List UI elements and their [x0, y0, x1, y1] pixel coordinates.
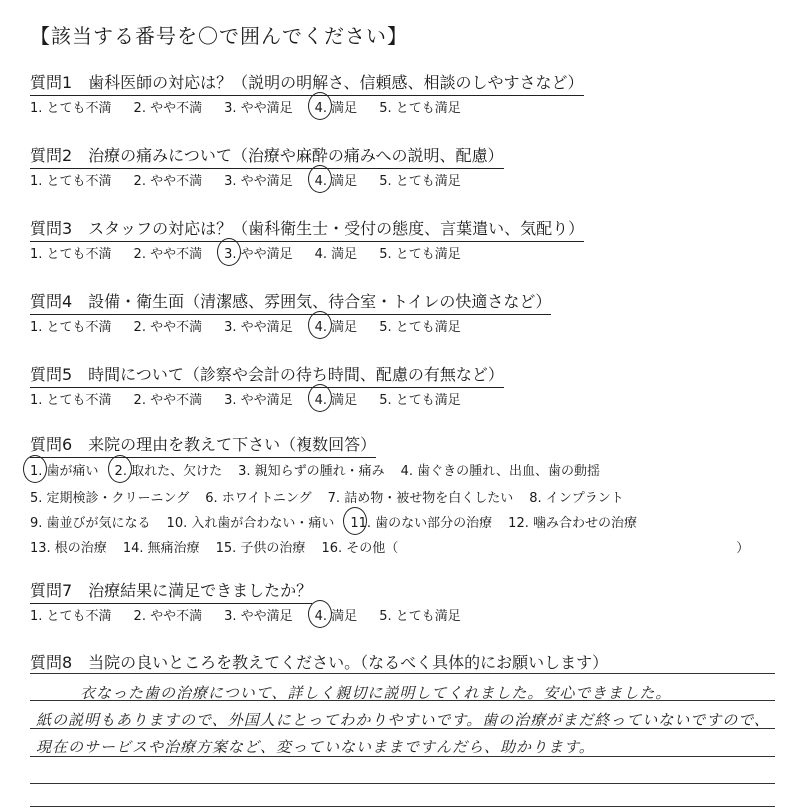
option-4[interactable]: 4. 満足	[314, 247, 358, 262]
q1-title: 質問1 歯科医師の対応は？（説明の明解さ、信頼感、相談のしやすさなど）	[30, 70, 584, 96]
q3-options	[30, 243, 483, 262]
q6-row	[30, 512, 653, 531]
q6-title: 質問6 来院の理由を教えて下さい（複数回答）	[30, 432, 376, 458]
q4-options	[30, 316, 483, 335]
option-2[interactable]: 2. やや不満	[133, 393, 203, 408]
handwritten-answer-line-3: 現在のサービスや治療方案など、変っていないままですんだら、助かります。	[36, 738, 595, 756]
option-2[interactable]: 2. やや不満	[133, 247, 203, 262]
option-1[interactable]: 1. とても不満	[30, 247, 112, 262]
reason-option-14[interactable]: 14. 無痛治療	[122, 541, 200, 556]
option-5[interactable]: 5. とても満足	[379, 174, 461, 189]
q6-row	[30, 537, 765, 556]
answer-line	[30, 783, 775, 784]
option-1[interactable]: 1. とても不満	[30, 174, 112, 189]
q2-title: 質問2 治療の痛みについて（治療や麻酔の痛みへの説明、配慮）	[30, 143, 504, 169]
q1-options	[30, 97, 483, 116]
option-1[interactable]: 1. とても不満	[30, 320, 112, 335]
reason-option-5[interactable]: 5. 定期検診・クリーニング	[30, 491, 190, 506]
reason-option-12[interactable]: 12. 噛み合わせの治療	[508, 516, 637, 531]
option-3-selected[interactable]: 3. やや満足	[224, 243, 293, 262]
q4-title: 質問4 設備・衛生面（清潔感、雰囲気、待合室・トイレの快適さなど）	[30, 289, 551, 315]
option-4-selected[interactable]: 4. 満足	[315, 605, 358, 624]
option-4-selected[interactable]: 4. 満足	[315, 316, 358, 335]
option-2[interactable]: 2. やや不満	[133, 174, 203, 189]
q6-row	[30, 487, 640, 506]
reason-option-13[interactable]: 13. 根の治療	[30, 541, 107, 556]
q3-title: 質問3 スタッフの対応は？（歯科衛生士・受付の態度、言葉遣い、気配り）	[30, 216, 584, 242]
option-1[interactable]: 1. とても不満	[30, 609, 112, 624]
handwritten-answer-line-1: 衣なった歯の治療について、詳しく親切に説明してくれました。安心できました。	[80, 684, 672, 702]
option-3[interactable]: 3. やや満足	[224, 609, 293, 624]
option-2[interactable]: 2. やや不満	[133, 609, 203, 624]
answer-line	[30, 673, 775, 674]
option-5[interactable]: 5. とても満足	[379, 609, 461, 624]
option-4-selected[interactable]: 4. 満足	[315, 170, 358, 189]
q2-options	[30, 170, 483, 189]
option-2[interactable]: 2. やや不満	[133, 101, 203, 116]
option-5[interactable]: 5. とても満足	[379, 320, 461, 335]
reason-option-16[interactable]: 16. その他（ ）	[321, 541, 750, 556]
q7-title: 質問7 治療結果に満足できましたか？	[30, 578, 312, 604]
reason-option-10[interactable]: 10. 入れ歯が合わない・痛い	[166, 516, 335, 531]
reason-option-15[interactable]: 15. 子供の治療	[215, 541, 306, 556]
reason-option-11-selected[interactable]: 11. 歯のない部分の治療	[350, 512, 492, 531]
option-5[interactable]: 5. とても満足	[379, 101, 461, 116]
q5-options	[30, 389, 483, 408]
reason-option-3[interactable]: 3. 親知らずの腫れ・痛み	[238, 464, 385, 479]
reason-option-6[interactable]: 6. ホワイトニング	[205, 491, 312, 506]
reason-option-2-selected[interactable]: 2. 取れた、欠けた	[115, 460, 223, 479]
option-1[interactable]: 1. とても不満	[30, 393, 112, 408]
option-4-selected[interactable]: 4. 満足	[315, 389, 358, 408]
option-3[interactable]: 3. やや満足	[224, 393, 293, 408]
option-2[interactable]: 2. やや不満	[133, 320, 203, 335]
option-5[interactable]: 5. とても満足	[379, 247, 461, 262]
option-3[interactable]: 3. やや満足	[224, 320, 293, 335]
reason-option-9[interactable]: 9. 歯並びが気になる	[30, 516, 151, 531]
option-4-selected[interactable]: 4. 満足	[315, 97, 358, 116]
page-header: 【該当する番号を〇で囲んでください】	[30, 24, 408, 48]
q7-options	[30, 605, 483, 624]
answer-line	[30, 806, 775, 807]
reason-option-1-selected[interactable]: 1. 歯が痛い	[30, 460, 99, 479]
q6-row	[30, 460, 616, 479]
option-3[interactable]: 3. やや満足	[224, 101, 293, 116]
reason-option-8[interactable]: 8. インプラント	[529, 491, 624, 506]
reason-option-7[interactable]: 7. 詰め物・被せ物を白くしたい	[327, 491, 514, 506]
q5-title: 質問5 時間について（診察や会計の待ち時間、配慮の有無など）	[30, 362, 504, 388]
option-3[interactable]: 3. やや満足	[224, 174, 293, 189]
reason-option-4[interactable]: 4. 歯ぐきの腫れ、出血、歯の動揺	[400, 464, 600, 479]
q8-title: 質問8 当院の良いところを教えてください。（なるべく具体的にお願いします）	[30, 653, 609, 672]
option-5[interactable]: 5. とても満足	[379, 393, 461, 408]
handwritten-answer-line-2: 紙の説明もありますので、外国人にとってわかりやすいです。歯の治療がまだ終っていないですので、	[36, 711, 770, 729]
option-1[interactable]: 1. とても不満	[30, 101, 112, 116]
